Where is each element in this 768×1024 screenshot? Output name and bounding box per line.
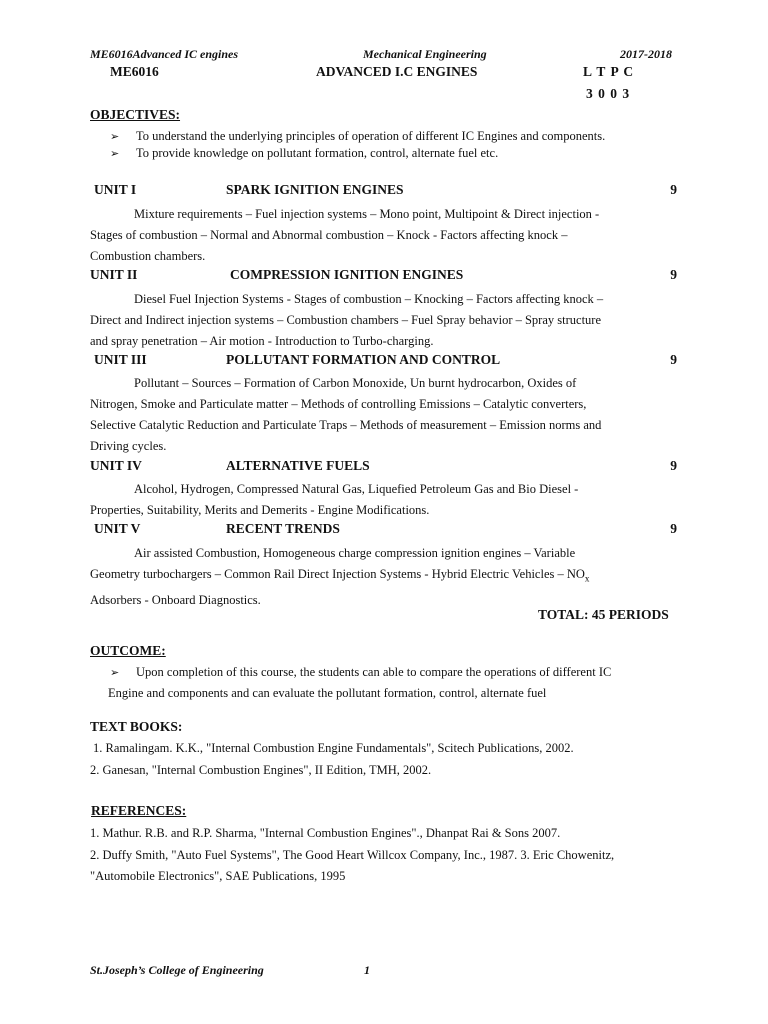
unit-title: SPARK IGNITION ENGINES (226, 182, 404, 197)
objective-item (110, 129, 605, 144)
objective-text: To understand the underlying principles of operation of different IC Engines and components. (136, 129, 606, 143)
unit-title: POLLUTANT FORMATION AND CONTROL (226, 352, 501, 367)
unit-heading (90, 458, 677, 476)
objectives-heading: OBJECTIVES: (90, 107, 181, 122)
ltpc-values: 3 0 0 3 (586, 86, 631, 101)
header-left: ME6016Advanced IC engines (90, 47, 239, 61)
unit-title: RECENT TRENDS (226, 521, 340, 536)
footer-college: St.Joseph’s College of Engineering (90, 963, 264, 977)
arrow-bullet-icon: ➢ (110, 131, 120, 143)
reference-line: 2. Duffy Smith, "Auto Fuel Systems", The Good Heart Willcox Company, Inc., 1987. 3. Eric Chowenitz, (90, 848, 615, 862)
unit-heading (90, 267, 677, 285)
objective-item (110, 146, 498, 161)
objective-text: To provide knowledge on pollutant formation, control, alternate fuel etc. (136, 146, 499, 160)
header-right: 2017-2018 (620, 47, 672, 61)
unit-number: UNIT III (94, 352, 147, 367)
references-heading: REFERENCES: (91, 803, 187, 818)
text-book-item: 2. Ganesan, "Internal Combustion Engines", II Edition, TMH, 2002. (90, 763, 432, 777)
outcome-heading: OUTCOME: (90, 643, 166, 658)
unit-number: UNIT I (94, 182, 137, 197)
text-book-item: 1. Ramalingam. K.K., "Internal Combustion Engine Fundamentals", Scitech Publications, 2002. (93, 741, 574, 755)
unit-heading (90, 182, 677, 200)
unit-heading (90, 352, 677, 370)
arrow-bullet-icon: ➢ (110, 148, 120, 160)
reference-line: 1. Mathur. R.B. and R.P. Sharma, "Internal Combustion Engines"., Dhanpat Rai & Sons 2007. (90, 826, 561, 840)
unit-content: Pollutant – Sources – Formation of Carbon Monoxide, Un burnt hydrocarbon, Oxides of Nitrogen, Smoke and Particulate matter – Methods of controlling Emissions – Catalytic converters, Selective Catalytic Reduction and Particulate Traps – Methods of measurement – Emission norms and Driving cycles. (90, 376, 602, 453)
course-title: ADVANCED I.C ENGINES (316, 64, 478, 79)
header-center: Mechanical Engineering (363, 47, 487, 61)
unit-number: UNIT IV (90, 458, 142, 473)
ltpc-label: L T P C (583, 64, 635, 79)
unit-hours: 9 (670, 458, 677, 473)
unit-content: Diesel Fuel Injection Systems - Stages of combustion – Knocking – Factors affecting knock – Direct and Indirect injection systems – Combustion chambers – Fuel Spray behavior – Spray structure and spray penetration – Air motion - Introduction to Turbo-charging. (90, 292, 604, 348)
unit-hours: 9 (670, 182, 677, 197)
course-code: ME6016 (110, 64, 159, 79)
total-periods: TOTAL: 45 PERIODS (538, 607, 669, 622)
unit-title: COMPRESSION IGNITION ENGINES (230, 267, 464, 282)
unit-number: UNIT V (94, 521, 141, 536)
footer-page-number: 1 (364, 963, 370, 977)
outcome-text-line1: Upon completion of this course, the students can able to compare the operations of different IC (136, 665, 612, 679)
arrow-bullet-icon: ➢ (110, 667, 120, 679)
unit-title: ALTERNATIVE FUELS (226, 458, 370, 473)
unit-content: Air assisted Combustion, Homogeneous charge compression ignition engines – Variable Geometry turbochargers – Common Rail Direct Injection Systems - Hybrid Electric Vehicles – $NO_x$ Adsorbers - Onboard Diagnostics. (90, 546, 590, 607)
unit-hours: 9 (670, 521, 677, 536)
unit-heading (90, 521, 677, 539)
unit-hours: 9 (670, 352, 677, 367)
outcome-text-line2: Engine and components and can evaluate the pollutant formation, control, alternate fuel (108, 686, 547, 700)
unit-content: Alcohol, Hydrogen, Compressed Natural Gas, Liquefied Petroleum Gas and Bio Diesel - Properties, Suitability, Merits and Demerits - Engine Modifications. (90, 482, 579, 517)
unit-content: Mixture requirements – Fuel injection systems – Mono point, Multipoint & Direct injection - Stages of combustion – Normal and Abnormal combustion – Knock - Factors affecting knock – Combustion chambers. (90, 207, 600, 263)
outcome-item (110, 665, 611, 680)
unit-number: UNIT II (90, 267, 138, 282)
reference-line: "Automobile Electronics", SAE Publications, 1995 (90, 869, 346, 883)
text-books-heading: TEXT BOOKS: (90, 719, 183, 734)
unit-hours: 9 (670, 267, 677, 282)
